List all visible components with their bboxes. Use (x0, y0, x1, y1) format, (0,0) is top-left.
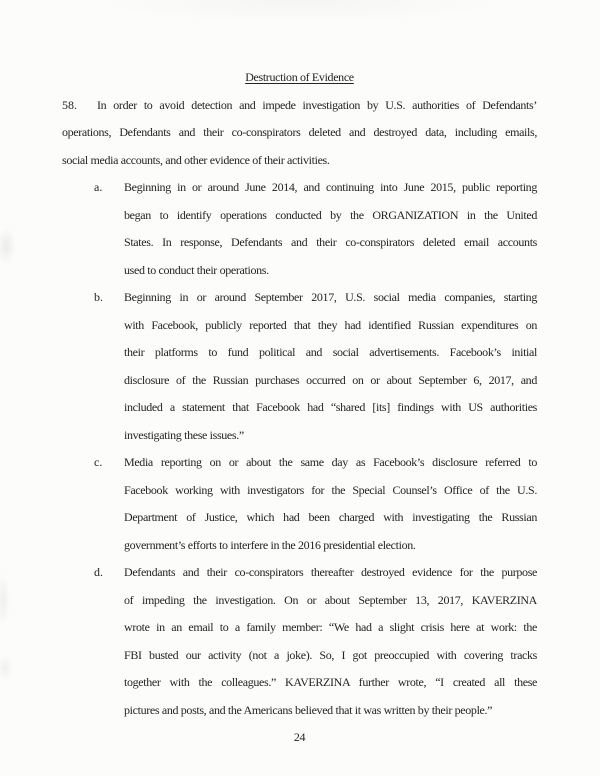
text-line: used to conduct their operations. (124, 262, 269, 277)
sub-item-d (94, 559, 537, 724)
sub-item-a (94, 174, 537, 284)
page-number: 24 (293, 730, 306, 744)
text-line: Beginning in or around September 2017, U.S. social media companies, starting (124, 290, 537, 304)
sub-item-label: b. (94, 290, 103, 304)
paragraph-number: 58. (62, 97, 77, 112)
text-line: Facebook working with investigators for the Special Counsel’s Office of the U.S. (124, 482, 537, 497)
text-line: together with the colleagues.” KAVERZINA further wrote, “I created all these (124, 675, 537, 689)
sub-item-b (94, 284, 537, 449)
section-heading: Destruction of Evidence (245, 70, 354, 84)
text-line: of impeding the investigation. On or about September 13, 2017, KAVERZINA (124, 592, 537, 607)
sub-item-label: a. (94, 180, 103, 194)
sub-item-label: c. (94, 455, 103, 469)
text-line: FBI busted our activity (not a joke). So, I got preoccupied with covering tracks (124, 647, 537, 662)
text-line: pictures and posts, and the Americans believed that it was written by their people.” (124, 702, 493, 717)
text-line: their platforms to fund political and social advertisements. Facebook’s initial (124, 345, 537, 359)
text-line: investigating these issues.” (124, 427, 244, 442)
text-line: disclosure of the Russian purchases occurred on or about September 6, 2017, and (124, 372, 537, 387)
text-line: States. In response, Defendants and their co-conspirators deleted email accounts (124, 235, 537, 249)
text-line: Defendants and their co-conspirators thereafter destroyed evidence for the purpose (124, 565, 537, 579)
text-line: government’s efforts to interfere in the 2016 presidential election. (124, 537, 416, 552)
text-line: Department of Justice, which had been charged with investigating the Russian (124, 510, 537, 524)
paragraph-58 (62, 92, 537, 175)
text-line: operations, Defendants and their co-conspirators deleted and destroyed data, including emails, (62, 125, 537, 139)
text-line: social media accounts, and other evidence of their activities. (62, 152, 330, 167)
text-line: began to identify operations conducted by the ORGANIZATION in the United (124, 207, 537, 222)
text-line: included a statement that Facebook had “shared [its] findings with US authorities (124, 400, 537, 414)
text-line: Media reporting on or about the same day as Facebook’s disclosure referred to (124, 455, 537, 469)
text-line: Beginning in or around June 2014, and continuing into June 2015, public reporting (124, 180, 537, 194)
sub-item-c (94, 449, 537, 559)
sub-item-list (62, 174, 537, 724)
sub-item-label: d. (94, 565, 103, 579)
text-line: 58. In order to avoid detection and impede investigation by U.S. authorities of Defendants’ (62, 92, 537, 120)
text-line: wrote in an email to a family member: “We had a slight crisis here at work: the (124, 620, 537, 634)
text-line: with Facebook, publicly reported that they had identified Russian expenditures on (124, 317, 537, 332)
